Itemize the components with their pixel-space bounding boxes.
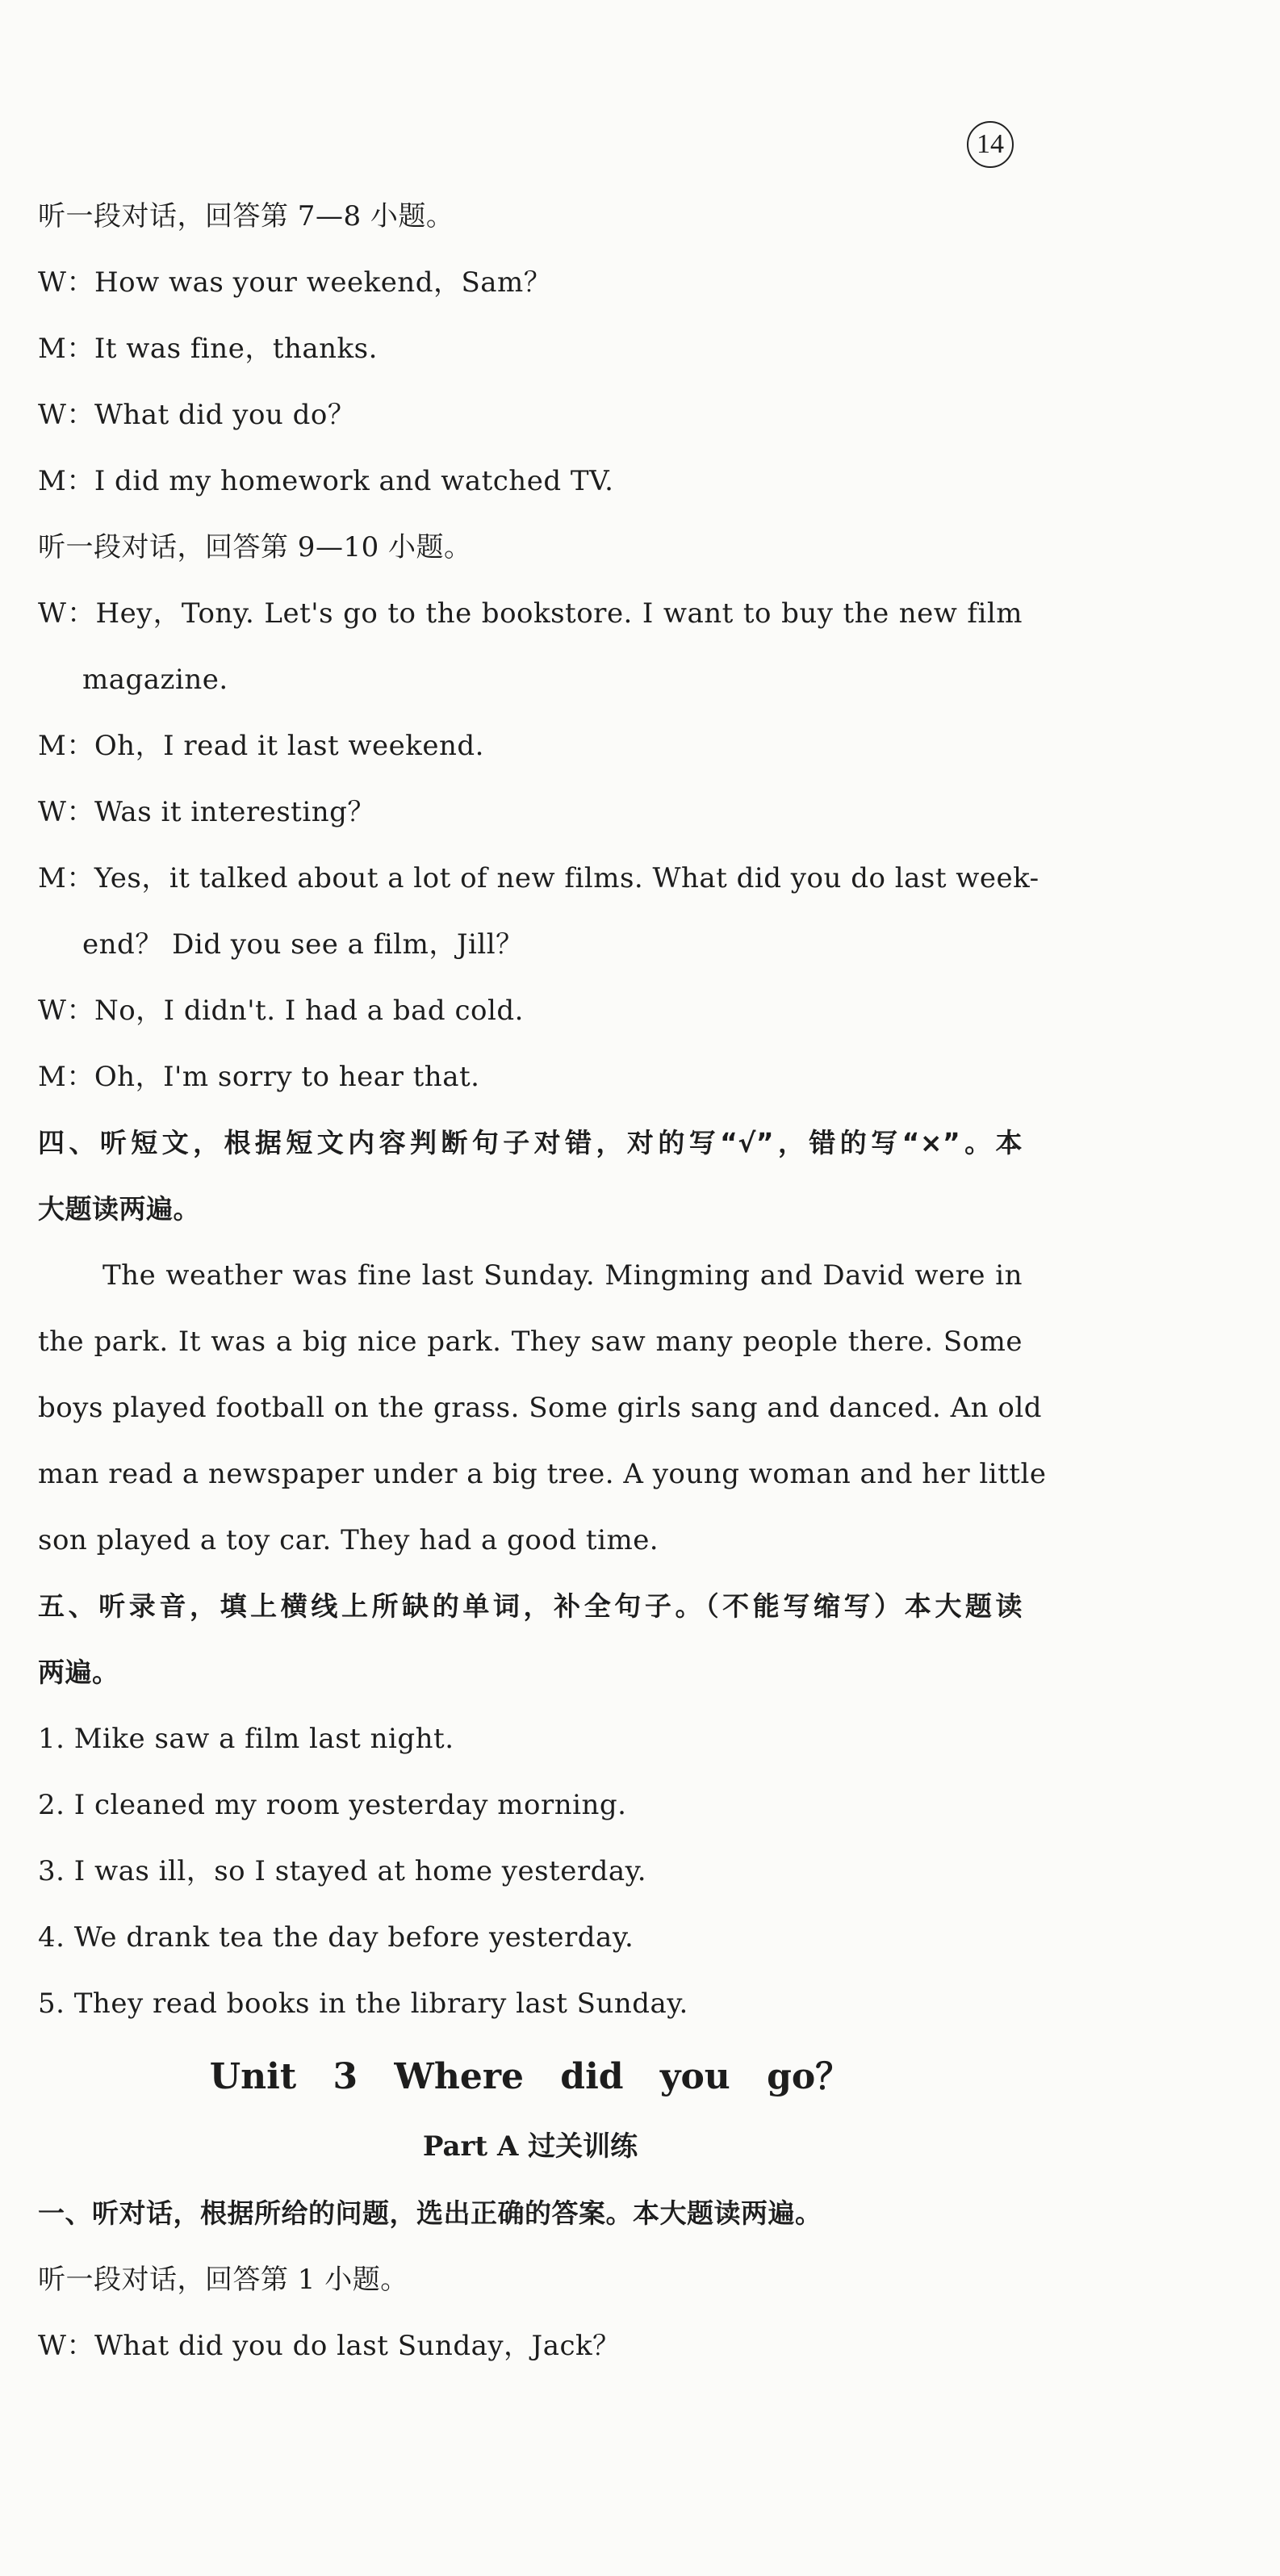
dialogue-line: W：Hey，Tony. Let's go to the bookstore. I want to buy the new film <box>38 597 1023 630</box>
section-instruction: 听一段对话，回答第 7—8 小题。 <box>38 200 454 232</box>
dialogue-line-continued: magazine. <box>82 664 228 696</box>
section-heading: 一、听对话，根据所给的问题，选出正确的答案。本大题读两遍。 <box>38 2197 822 2229</box>
list-item: 2. I cleaned my room yesterday morning. <box>38 1789 627 1821</box>
dialogue-line: M：Yes，it talked about a lot of new films. What did you do last week- <box>38 862 1039 894</box>
dialogue-line: M：Oh，I read it last weekend. <box>38 730 484 762</box>
section-instruction: 听一段对话，回答第 1 小题。 <box>38 2264 408 2296</box>
unit-title: Unit 3 Where did you go？ <box>209 2056 851 2097</box>
passage-line: man read a newspaper under a big tree. A young woman and her little <box>38 1458 1047 1490</box>
dialogue-line: M：It was fine，thanks. <box>38 333 378 365</box>
dialogue-line: W：Was it interesting？ <box>38 796 375 828</box>
passage-line: The weather was fine last Sunday. Mingming and David were in <box>102 1259 1023 1292</box>
page-number: 14 <box>967 121 1014 168</box>
list-item: 4. We drank tea the day before yesterday. <box>38 1921 634 1954</box>
dialogue-line: M：I did my homework and watched TV. <box>38 465 614 497</box>
section-heading: 五、听录音，填上横线上所缺的单词，补全句子。（不能写缩写）本大题读 <box>38 1590 1023 1622</box>
dialogue-line: M：Oh，I'm sorry to hear that. <box>38 1061 480 1093</box>
list-item: 1. Mike saw a film last night. <box>38 1723 454 1755</box>
section-heading: 两遍。 <box>38 1657 119 1688</box>
part-title: Part A 过关训练 <box>422 2130 638 2163</box>
dialogue-line: W：How was your weekend，Sam？ <box>38 266 552 299</box>
section-heading: 大题读两遍。 <box>38 1193 200 1225</box>
section-instruction: 听一段对话，回答第 9—10 小题。 <box>38 531 472 563</box>
dialogue-line: W：What did you do last Sunday，Jack？ <box>38 2330 621 2362</box>
passage-line: the park. It was a big nice park. They saw many people there. Some <box>38 1326 1023 1358</box>
passage-line: boys played football on the grass. Some girls sang and danced. An old <box>38 1392 1042 1424</box>
dialogue-line-continued: end？ Did you see a film，Jill？ <box>82 928 524 961</box>
page-content <box>38 183 1047 2379</box>
dialogue-line: W：What did you do？ <box>38 399 356 431</box>
list-item: 5. They read books in the library last Sunday. <box>38 1987 688 2020</box>
passage-line: son played a toy car. They had a good time. <box>38 1524 659 1556</box>
section-heading: 四、听短文，根据短文内容判断句子对错，对的写“√”，错的写“×”。本 <box>38 1127 1023 1158</box>
list-item: 3. I was ill，so I stayed at home yesterday. <box>38 1855 647 1887</box>
dialogue-line: W：No，I didn't. I had a bad cold. <box>38 995 524 1027</box>
